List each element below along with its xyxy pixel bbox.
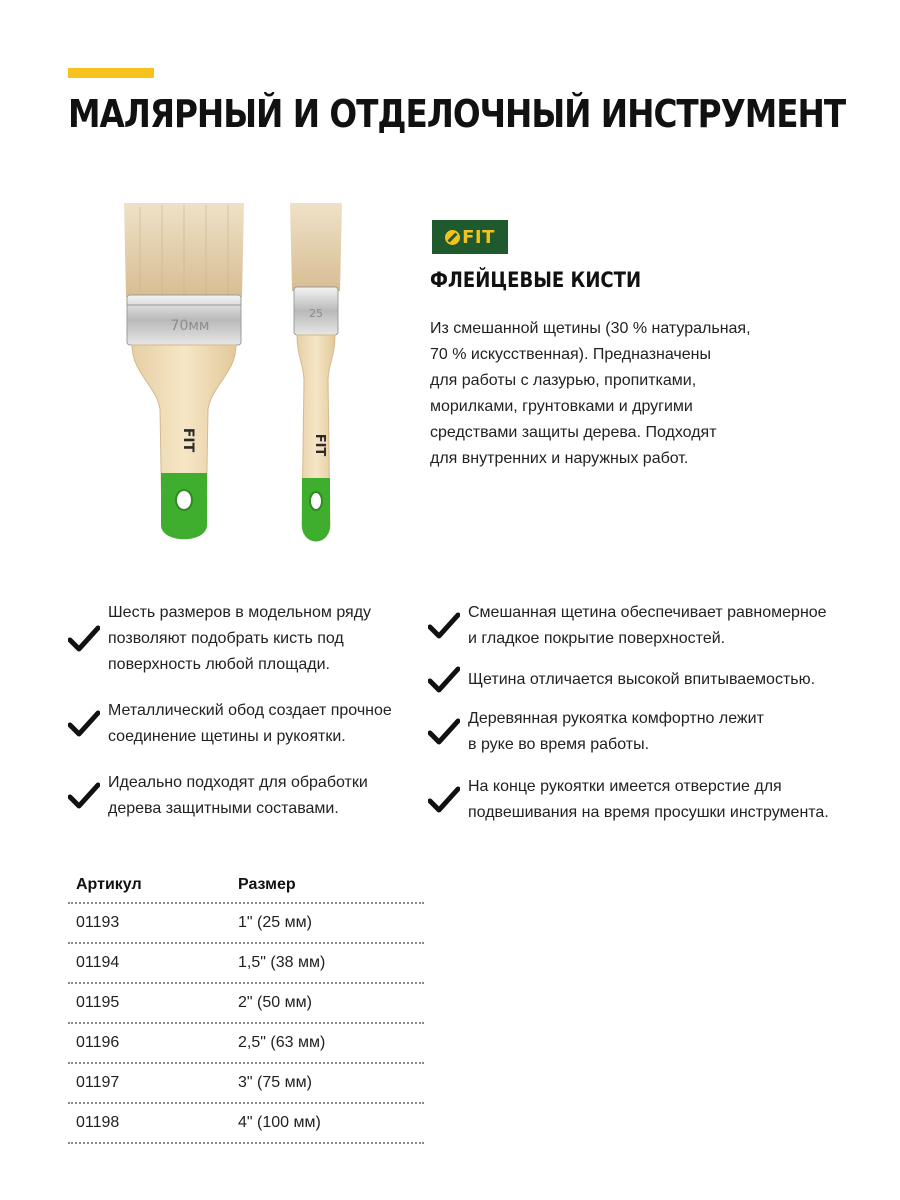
fit-logo: [432, 220, 508, 254]
feature-line: в руке во время работы.: [468, 736, 650, 753]
description-line: 70 % искусственная). Предназначены: [430, 346, 711, 363]
big-ferrule-label: 70мм: [170, 318, 210, 334]
feature-item: [68, 600, 371, 678]
feature-line: Смешанная щетина обеспечивает равномерное: [468, 604, 827, 621]
handle-brand-label: FIT: [180, 427, 196, 453]
feature-line: Металлический обод создает прочное: [108, 702, 392, 719]
feature-line: подвешивания на время просушки инструмента.: [468, 804, 829, 821]
size-cell: 4" (100 мм): [238, 1114, 321, 1131]
wide-brush: [124, 203, 244, 539]
description-line: для работы с лазурью, пропитками,: [430, 372, 697, 389]
checkmark-icon: [428, 666, 462, 694]
small-ferrule-label: 25: [309, 307, 323, 320]
article-cell: 01195: [76, 994, 120, 1011]
table-row: [68, 944, 424, 984]
article-cell: 01194: [76, 954, 120, 971]
checkmark-icon: [428, 718, 462, 746]
title-accent-bar: [68, 68, 154, 78]
description-line: морилками, грунтовками и другими: [430, 398, 693, 415]
article-cell: 01197: [76, 1074, 120, 1091]
article-cell: 01198: [76, 1114, 120, 1131]
description-line: для внутренних и наружных работ.: [430, 450, 689, 467]
logo-text: FIT: [462, 226, 495, 248]
table-row: [68, 904, 424, 944]
feature-line: На конце рукоятки имеется отверстие для: [468, 778, 782, 795]
table-row: [68, 984, 424, 1024]
table-row: [68, 1024, 424, 1064]
logo-mark-icon: [445, 230, 460, 245]
feature-item: [68, 770, 368, 822]
article-cell: 01196: [76, 1034, 120, 1051]
size-cell: 2,5" (63 мм): [238, 1034, 326, 1051]
product-title: ФЛЕЙЦЕВЫЕ КИСТИ: [430, 268, 642, 292]
table-row: [68, 1064, 424, 1104]
feature-line: и гладкое покрытие поверхностей.: [468, 630, 726, 647]
size-cell: 1,5" (38 мм): [238, 954, 326, 971]
product-description: [430, 316, 810, 472]
handle-brand-label: FIT: [312, 433, 327, 457]
checkmark-icon: [68, 710, 102, 738]
checkmark-icon: [68, 625, 102, 653]
checkmark-icon: [68, 782, 102, 810]
feature-line: соединение щетины и рукоятки.: [108, 728, 346, 745]
size-cell: 1" (25 мм): [238, 914, 312, 931]
checkmark-icon: [428, 612, 462, 640]
feature-line: Щетина отличается высокой впитываемостью.: [468, 671, 816, 688]
column-header-size: Размер: [238, 876, 296, 893]
page-title: МАЛЯРНЫЙ И ОТДЕЛОЧНЫЙ ИНСТРУМЕНТ: [68, 92, 846, 136]
description-line: средствами защиты дерева. Подходят: [430, 424, 717, 441]
feature-item: [428, 706, 764, 758]
size-cell: 3" (75 мм): [238, 1074, 312, 1091]
size-cell: 2" (50 мм): [238, 994, 312, 1011]
feature-item: [68, 698, 392, 750]
table-header-row: [68, 868, 424, 904]
description-line: Из смешанной щетины (30 % натуральная,: [430, 320, 751, 337]
checkmark-icon: [428, 786, 462, 814]
feature-item: [428, 600, 827, 652]
feature-item: [428, 774, 829, 826]
column-header-article: Артикул: [76, 876, 142, 893]
feature-line: Шесть размеров в модельном ряду: [108, 604, 372, 621]
spec-table: [68, 868, 424, 1144]
narrow-brush: [290, 203, 342, 542]
feature-line: Идеально подходят для обработки: [108, 774, 368, 791]
paint-brushes-illustration: [110, 195, 360, 555]
feature-line: поверхность любой площади.: [108, 656, 330, 673]
feature-line: Деревянная рукоятка комфортно лежит: [468, 710, 764, 727]
table-row: [68, 1104, 424, 1144]
feature-item: [428, 666, 815, 694]
feature-line: позволяют подобрать кисть под: [108, 630, 344, 647]
feature-line: дерева защитными составами.: [108, 800, 339, 817]
article-cell: 01193: [76, 914, 120, 931]
